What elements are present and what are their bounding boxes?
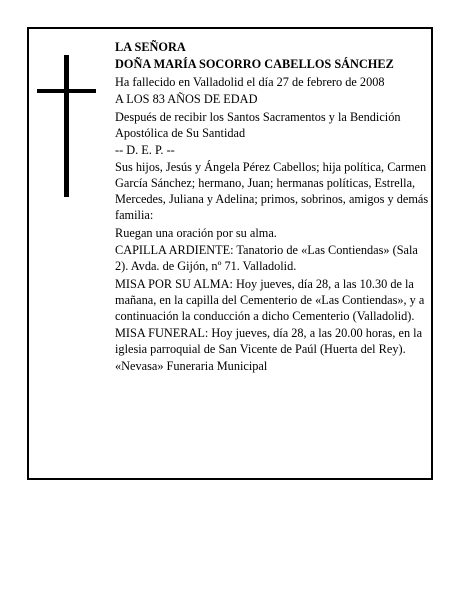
obituary-text: [115, 39, 431, 376]
death-statement: Ha fallecido en Valladolid el día 27 de febrero de 2008: [115, 74, 385, 89]
family-list: Sus hijos, Jesús y Ángela Pérez Cabellos; hija política, Carmen García Sánchez; hermano, Juan; hermanas políticas, Estrella, Mercedes, Juliana y Adelina; primos, sobrinos, amigos y demás familia:: [115, 160, 429, 223]
cross-horizontal-bar: [37, 89, 96, 93]
rip-line: -- D. E. P. --: [115, 142, 175, 157]
notice-title: LA SEÑORA: [115, 40, 186, 54]
funeral-info: MISA FUNERAL: Hoy jueves, día 28, a las 20.00 horas, en la iglesia parroquial de San Vicente de Paúl (Huerta del Rey).: [115, 325, 423, 356]
age-statement: A LOS 83 AÑOS DE EDAD: [115, 92, 258, 107]
funeral-home: «Nevasa» Funeraria Municipal: [115, 359, 268, 374]
mass-info: MISA POR SU ALMA: Hoy jueves, día 28, a las 10.30 de la mañana, en la capilla del Cementerio de «Las Contiendas», y a continuación la conducción a dicho Cementerio (Valladolid).: [115, 276, 425, 323]
prayer-request: Ruegan una oración por su alma.: [115, 225, 277, 240]
deceased-name: DOÑA MARÍA SOCORRO CABELLOS SÁNCHEZ: [115, 57, 394, 72]
sacraments-statement: Después de recibir los Santos Sacramentos y la Bendición Apostólica de Su Santidad: [115, 109, 401, 140]
chapel-info: CAPILLA ARDIENTE: Tanatorio de «Las Contiendas» (Sala 2). Avda. de Gijón, nº 71. Valladolid.: [115, 243, 418, 274]
cross-vertical-bar: [64, 55, 69, 197]
